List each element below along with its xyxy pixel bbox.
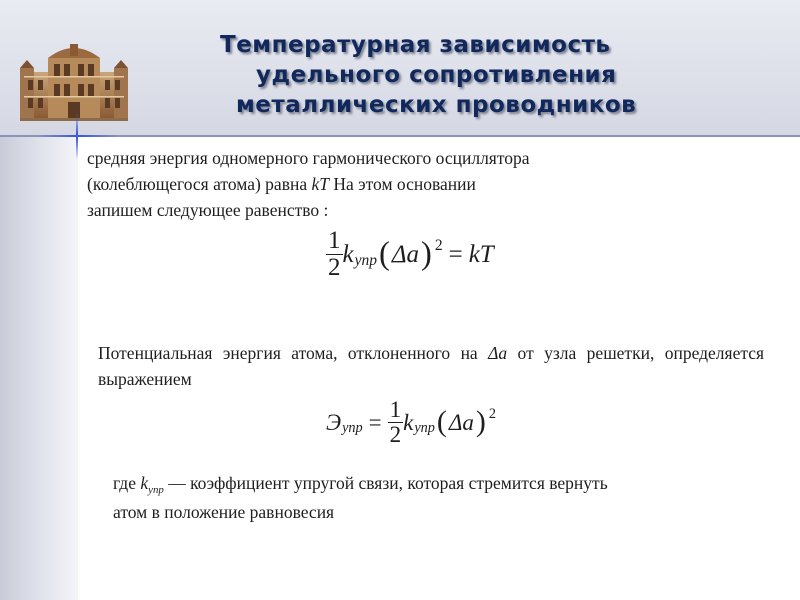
rhs-kt: kT <box>468 240 494 268</box>
left-paren: ( <box>436 405 447 439</box>
frac-denominator: 2 <box>389 422 402 448</box>
title-line-1: Температурная зависимость <box>220 32 611 58</box>
k-subscript: упр <box>354 252 377 270</box>
paragraph-coefficient-definition <box>113 470 763 525</box>
paragraph1-line2-rest: На этом основании <box>328 174 476 194</box>
kt-symbol: kT <box>311 174 329 194</box>
paragraph1-line1: средняя энергия одномерного гармонического осциллятора <box>87 148 530 168</box>
k-symbol: k <box>403 409 414 435</box>
energy-symbol: Э <box>326 409 342 435</box>
paragraph1-line2-text: (колеблющегося атома) равна <box>87 174 308 194</box>
k-subscript: упр <box>414 420 435 437</box>
equation-energy-balance <box>326 228 494 282</box>
equation-elastic-energy <box>326 398 496 447</box>
paragraph2-text: Потенциальная энергия атома, отклоненного на <box>98 343 478 363</box>
k-subscript: упр <box>148 483 164 496</box>
paragraph3-line1-rest: — коэффициент упругой связи, которая стремится вернуть <box>168 473 608 493</box>
equals-sign: = <box>448 240 463 268</box>
where-word: где <box>113 473 136 493</box>
fraction-one-half <box>326 228 343 282</box>
delta-a-inline: Δa <box>488 343 508 363</box>
title-line-3: металлических проводников <box>236 92 637 118</box>
paragraph3-line2: атом в положение равновесия <box>113 502 335 522</box>
k-symbol: k <box>342 240 354 268</box>
paragraph2-rest: от узла решетки, определяется выражением <box>98 343 765 389</box>
frac-numerator: 1 <box>389 397 402 422</box>
paragraph1-line3: запишем следующее равенство : <box>87 200 329 220</box>
equals-sign: = <box>368 409 382 435</box>
cross-accent-horizontal <box>38 135 118 137</box>
right-paren: ) <box>475 405 486 439</box>
power-exponent: 2 <box>488 406 496 423</box>
left-paren: ( <box>379 235 390 272</box>
paragraph-oscillator-energy <box>87 145 727 223</box>
frac-numerator: 1 <box>328 227 341 254</box>
fraction-one-half <box>388 398 404 447</box>
title-line-2: удельного сопротивления <box>256 62 617 88</box>
paragraph-potential-energy <box>98 340 764 392</box>
paragraph1-line2 <box>87 171 727 197</box>
right-paren: ) <box>421 235 432 272</box>
power-exponent: 2 <box>434 237 443 255</box>
delta-a-symbol: Δa <box>448 409 474 435</box>
frac-denominator: 2 <box>328 254 341 282</box>
university-building-logo <box>18 40 130 122</box>
header-divider <box>0 135 800 137</box>
delta-a-symbol: Δa <box>391 240 420 268</box>
k-symbol: k <box>140 473 149 493</box>
slide-title <box>190 30 770 120</box>
energy-subscript: упр <box>342 420 363 437</box>
paragraph3-line1 <box>113 470 763 499</box>
